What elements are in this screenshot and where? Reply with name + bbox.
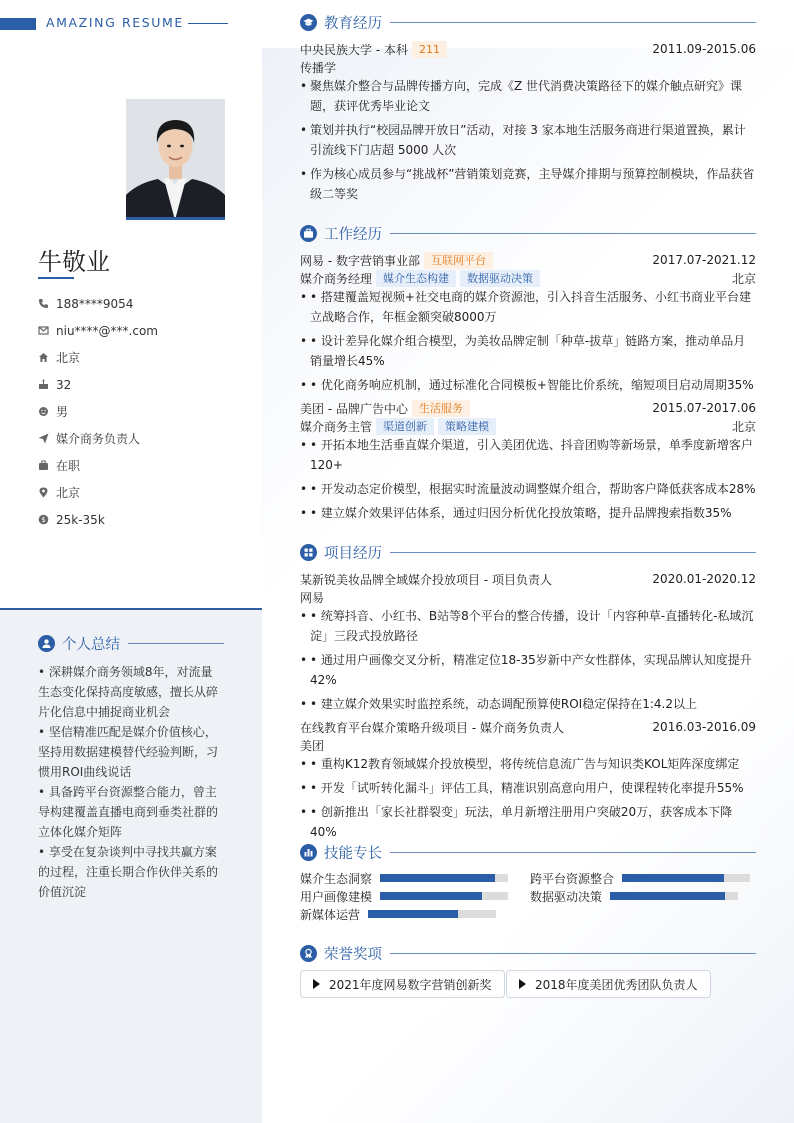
education-title: 教育经历 [324,16,382,32]
award-text: 2021年度网易数字营销创新奖 [329,977,492,992]
projects-title: 项目经历 [324,546,382,562]
skill-fill [610,892,725,900]
list-item: • 聚焦媒介整合与品牌传播方向，完成《Z 世代消费决策路径下的媒介触点研究》课题，获评优秀毕业论文 [300,76,756,116]
job-company-tag: 互联网平台 [424,252,493,269]
project-org: 美团 [300,738,325,753]
skill-bar [622,874,750,882]
list-item: • • 搭建覆盖短视频+社交电商的媒介资源池，引入抖音生活服务、小红书商业平台建立战略合作，年框金额突破8000万 [300,287,756,327]
info-home [38,344,238,371]
info-location [38,479,238,506]
awards-title: 荣誉奖项 [324,947,382,963]
skill-bar [380,892,508,900]
skill-item [530,869,750,887]
job-company-tag: 生活服务 [412,400,470,417]
money-icon [38,514,49,525]
education-bullets [300,76,756,208]
project-bullets [300,606,756,718]
list-item: • • 通过用户画像交叉分析，精准定位18-35岁新中产女性群体，实现品牌认知度提升42% [300,650,756,690]
school-name: 中央民族大学 - 本科 [300,42,408,57]
education-bullet: 作为核心成员参与“挑战杯”营销策划竞赛，主导媒介排期与预算控制模块，作品获省级二等奖 [310,167,755,201]
info-age [38,371,238,398]
skill-item [530,887,738,905]
skill-item [300,869,508,887]
education-major: 传播学 [300,60,337,75]
location-value: 北京 [56,486,81,500]
briefcase-icon [300,225,317,242]
summary-item: • 深耕媒介商务领域8年，对流量生态变化保持高度敏感，擅长从碎片化信息中捕捉商业机会 [38,665,219,719]
job-bullet: • 搭建覆盖短视频+社交电商的媒介资源池，引入抖音生活服务、小红书商业平台建立战略合作，年框金额突破8000万 [310,290,751,324]
education-bullet: 聚焦媒介整合与品牌传播方向，完成《Z 世代消费决策路径下的媒介触点研究》课题，获评优秀毕业论文 [310,79,743,113]
briefcase-icon [38,460,49,471]
summary-header [38,633,224,654]
list-item: • • 重构K12教育领域媒介投放模型，将传统信息流广告与知识类KOL矩阵深度绑定 [300,754,756,774]
job-date: 2015.07-2017.06 [652,401,756,415]
job-role-row [300,417,756,435]
project-bullet: • 通过用户画像交叉分析，精准定位18-35岁新中产女性群体，实现品牌认知度提升42% [310,653,752,687]
skill-item [300,887,508,905]
job-role-tag: 数据驱动决策 [460,270,540,287]
send-icon [38,433,49,444]
education-divider [390,22,756,23]
skill-bar [368,910,496,918]
job-bullet: • 开发动态定价模型，根据实时流量波动调整媒介组合，帮助客户降低获客成本28% [310,482,756,496]
triangle-icon [519,979,526,989]
project-bullets [300,754,756,846]
list-item: • • 建立媒介效果评估体系，通过归因分析优化投放策略，提升品牌搜索指数35% [300,503,756,523]
home-icon [38,352,49,363]
project-row [300,570,756,588]
position-value: 媒介商务负责人 [56,432,141,446]
profile-photo [126,99,225,220]
phone-icon [38,298,49,309]
brand-divider [188,23,228,24]
job-company: 美团 - 品牌广告中心 [300,401,408,416]
education-row [300,40,756,58]
summary-divider [128,643,224,644]
skills-title: 技能专长 [324,846,382,862]
skill-fill [380,892,482,900]
summary-item: • 具备跨平台资源整合能力，曾主导构建覆盖直播电商到垂类社群的立体化媒介矩阵 [38,785,219,839]
awards-header [300,943,756,964]
summary-item: • 享受在复杂谈判中寻找共赢方案的过程，注重长期合作伙伴关系的价值沉淀 [38,845,219,899]
gender-value: 男 [56,405,69,419]
project-bullet: • 重构K12教育领域媒介投放模型，将传统信息流广告与知识类KOL矩阵深度绑定 [310,757,740,771]
project-name: 某新锐美妆品牌全域媒介投放项目 - 项目负责人 [300,572,552,587]
job-role: 媒介商务经理 [300,271,373,286]
project-date: 2020.01-2020.12 [652,572,756,586]
job-bullet: • 开拓本地生活垂直媒介渠道，引入美团优选、抖音团购等新场景，单季度新增客户120+ [310,438,753,472]
project-bullet: • 统筹抖音、小红书、B站等8个平台的整合传播，设计「内容种草-直播转化-私域沉淀」三段式投放路径 [310,609,754,643]
work-title: 工作经历 [324,227,382,243]
skills-header [300,842,756,863]
summary-title: 个人总结 [62,637,120,653]
project-org-row [300,736,756,754]
skill-name: 跨平台资源整合 [530,871,615,886]
mail-icon [38,325,49,336]
education-date: 2011.09-2015.06 [652,42,756,56]
skill-name: 数据驱动决策 [530,889,603,904]
job-role-tag: 媒介生态构建 [376,270,456,287]
award-badge [506,970,711,998]
award-badge [300,970,505,998]
award-text: 2018年度美团优秀团队负责人 [535,977,698,992]
skill-name: 用户画像建模 [300,889,373,904]
skill-bar [380,874,508,882]
list-item: • • 优化商务响应机制，通过标准化合同模板+智能比价系统，缩短项目启动周期35% [300,375,756,395]
project-bullet: • 创新推出「家长社群裂变」玩法，单月新增注册用户突破20万，获客成本下降40% [310,805,733,839]
info-email [38,317,238,344]
portrait-illustration [126,99,225,220]
job-role-tag: 策略建模 [438,418,496,435]
contact-info-list [38,290,238,533]
summary-item: • 坚信精准匹配是媒介价值核心，坚持用数据建模替代经验判断，习惯用ROI曲线说话 [38,725,219,779]
triangle-icon [313,979,320,989]
info-position [38,425,238,452]
project-bullet: • 开发「试听转化漏斗」评估工具，精准识别高意向用户，使课程转化率提升55% [310,781,744,795]
skill-bar [610,892,738,900]
job-bullet: • 优化商务响应机制，通过标准化合同模板+智能比价系统，缩短项目启动周期35% [310,378,754,392]
list-item: • • 建立媒介效果实时监控系统，动态调配预算使ROI稳定保持在1:4.2以上 [300,694,756,714]
awards-divider [390,953,756,954]
job-bullets [300,287,756,399]
status-value: 在职 [56,459,81,473]
skill-fill [368,910,458,918]
list-item: • 作为核心成员参与“挑战杯”营销策划竞赛，主导媒介排期与预算控制模块，作品获省级二等奖 [300,164,756,204]
project-org: 网易 [300,590,325,605]
job-role: 媒介商务主管 [300,419,373,434]
summary-list [38,662,224,902]
list-item: • • 创新推出「家长社群裂变」玩法，单月新增注册用户突破20万，获客成本下降40% [300,802,756,842]
location-icon [38,487,49,498]
job-city: 北京 [731,419,756,434]
projects-header [300,542,756,563]
education-header [300,12,756,33]
education-bullet: 策划并执行“校园品牌开放日”活动，对接 3 家本地生活服务商进行渠道置换，累计引流线下门店超 5000 人次 [310,123,746,157]
info-phone [38,290,238,317]
phone-value: 188****9054 [56,296,134,311]
school-tag: 211 [412,41,447,58]
cake-icon [38,379,49,390]
svg-text:$: $ [41,516,46,524]
education-major-row [300,58,756,76]
project-bullet: • 建立媒介效果实时监控系统，动态调配预算使ROI稳定保持在1:4.2以上 [310,697,697,711]
skills-divider [390,852,756,853]
list-item: • • 开发「试听转化漏斗」评估工具，精准识别高意向用户，使课程转化率提升55% [300,778,756,798]
project-date: 2016.03-2016.09 [652,720,756,734]
list-item: • • 开发动态定价模型，根据实时流量波动调整媒介组合，帮助客户降低获客成本28% [300,479,756,499]
brand-text: AMAZING RESUME [46,15,184,30]
job-date: 2017.07-2021.12 [652,253,756,267]
award-icon [300,945,317,962]
list-item: • • 统筹抖音、小红书、B站等8个平台的整合传播，设计「内容种草-直播转化-私域沉淀」三段式投放路径 [300,606,756,646]
project-row [300,718,756,736]
skill-item [300,905,496,923]
list-item: • • 开拓本地生活垂直媒介渠道，引入美团优选、抖音团购等新场景，单季度新增客户120+ [300,435,756,475]
info-status [38,452,238,479]
grid-icon [300,544,317,561]
job-bullet: • 建立媒介效果评估体系，通过归因分析优化投放策略，提升品牌搜索指数35% [310,506,732,520]
skill-name: 媒介生态洞察 [300,871,373,886]
job-company-row [300,399,756,417]
job-role-tag: 渠道创新 [376,418,434,435]
job-bullet: • 设计差异化媒介组合模型，为美妆品牌定制「种草-拔草」链路方案，推动单品月销量增长45% [310,334,746,368]
profile-name: 牛敬业 [38,248,110,276]
project-org-row [300,588,756,606]
face-icon [38,406,49,417]
home-value: 北京 [56,351,81,365]
list-item: • • 设计差异化媒介组合模型，为美妆品牌定制「种草-拔草」链路方案，推动单品月销量增长45% [300,331,756,371]
email-value: niu****@***.com [56,323,158,338]
skill-fill [622,874,724,882]
bar-chart-icon [300,844,317,861]
job-bullets [300,435,756,527]
job-company-row [300,251,756,269]
work-divider [390,233,756,234]
job-company: 网易 - 数字营销事业部 [300,253,420,268]
user-icon [38,635,55,652]
job-role-row [300,269,756,287]
name-underline [38,277,74,279]
brand-bar [0,18,36,30]
age-value: 32 [56,377,72,392]
skill-name: 新媒体运营 [300,907,361,922]
projects-divider [390,552,756,553]
job-city: 北京 [731,271,756,286]
skill-fill [380,874,495,882]
info-gender [38,398,238,425]
info-salary [38,506,238,533]
graduation-cap-icon [300,14,317,31]
list-item: • 策划并执行“校园品牌开放日”活动，对接 3 家本地生活服务商进行渠道置换，累计引流线下门店超 5000 人次 [300,120,756,160]
project-name: 在线教育平台媒介策略升级项目 - 媒介商务负责人 [300,720,564,735]
work-header [300,223,756,244]
salary-value: 25k-35k [56,512,105,527]
